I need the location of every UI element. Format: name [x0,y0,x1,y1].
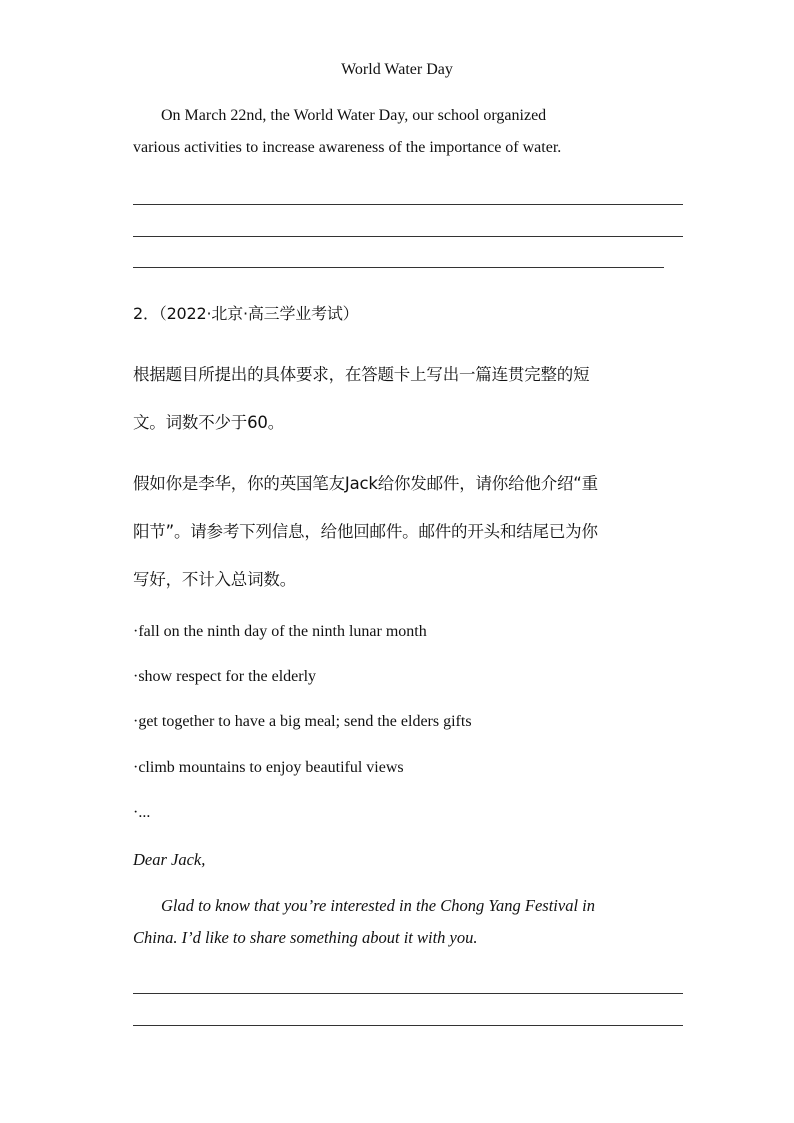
email-greeting: Dear Jack, [133,850,206,869]
email-opening-line-2: China. I’d like to share something about it with you. [133,928,478,947]
bullet-item: ·show respect for the elderly [133,668,317,685]
prompt-line-1: 假如你是李华，你的英国笔友Jack给你发邮件，请你给他介绍“重 [133,474,598,493]
answer-line-1 [133,204,683,205]
bullet-item: ·... [133,804,151,821]
question-header: 2．（2022·北京·高三学业考试） [133,304,359,323]
instruction-line-2: 文。词数不少于60。 [133,413,284,432]
answer-line-3 [133,267,664,268]
lead-text-line-1: On March 22nd, the World Water Day, our school organized [161,107,547,124]
bullet-item: ·fall on the ninth day of the ninth lunar month [133,623,427,640]
answer-line-2 [133,236,683,237]
answer-line-5 [133,1025,683,1026]
bullet-item: ·get together to have a big meal; send the elders gifts [133,713,472,730]
instruction-line-1: 根据题目所提出的具体要求，在答题卡上写出一篇连贯完整的短 [133,365,590,384]
lead-text-line-2: various activities to increase awareness of the importance of water. [133,139,562,156]
email-opening-line-1: Glad to know that you’re interested in the Chong Yang Festival in [161,896,596,915]
essay-title: World Water Day [341,61,453,78]
prompt-line-3: 写好，不计入总词数。 [133,570,297,589]
prompt-line-2: 阳节”。请参考下列信息，给他回邮件。邮件的开头和结尾已为你 [133,522,598,541]
answer-line-4 [133,993,683,994]
bullet-item: ·climb mountains to enjoy beautiful views [133,759,404,776]
